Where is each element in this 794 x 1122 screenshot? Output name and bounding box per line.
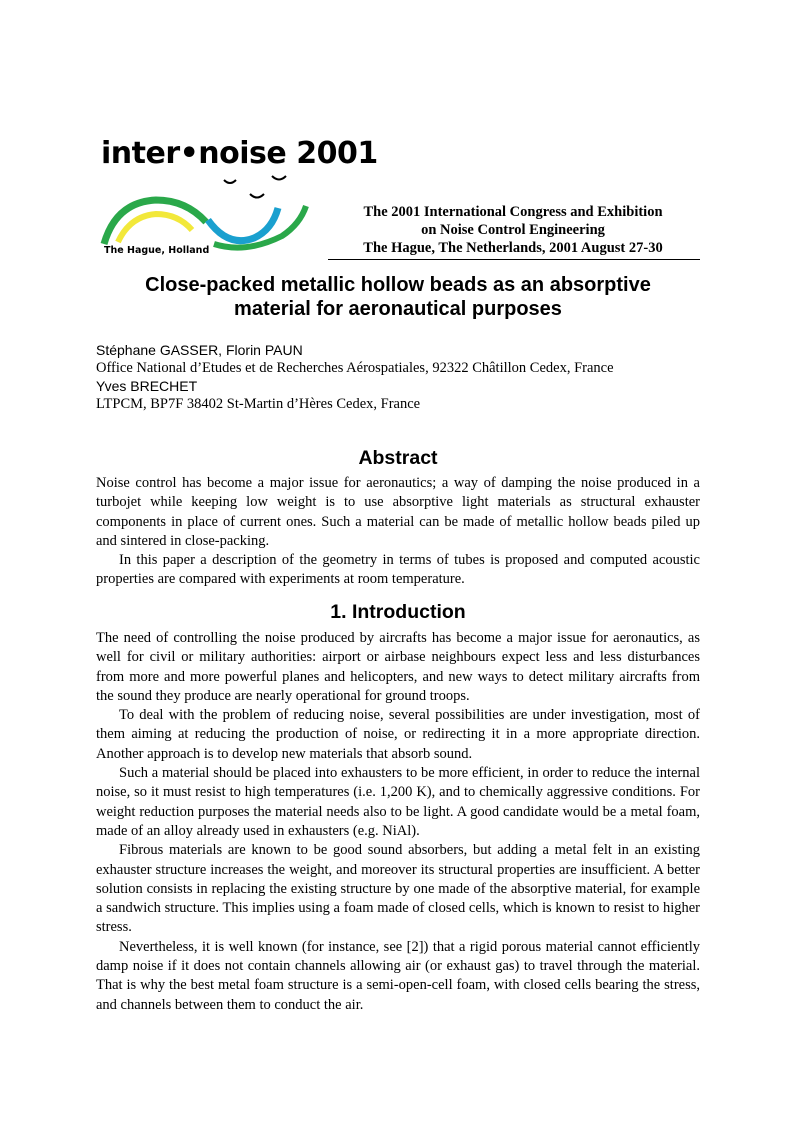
introduction-section bbox=[96, 600, 700, 1015]
header-rule bbox=[328, 259, 700, 260]
author-names-1: Stéphane GASSER, Florin PAUN bbox=[96, 342, 303, 358]
introduction-paragraph: To deal with the problem of reducing noise, several possibilities are under investigation, most of them aiming at reducing the production of noise, or redirecting it in a more appropriate direction. Another approach is to develop new materials that absorb sound. bbox=[96, 707, 700, 762]
introduction-paragraph: Fibrous materials are known to be good sound absorbers, but adding a metal felt in an existing exhauster structure increases the weight, and moreover its structural properties are insufficient. A better solution consists in replacing the existing structure by one made of the absorptive material, for example a sandwich structure. This implies using a foam made of closed cells, which is known to resist to higher stress. bbox=[96, 842, 700, 936]
author-affiliation-1: Office National d’Etudes et de Recherches Aérospatiales, 92322 Châtillon Cedex, France bbox=[96, 360, 614, 376]
logo-smile-3 bbox=[250, 194, 264, 198]
abstract-paragraph: In this paper a description of the geometry in terms of tubes is proposed and computed acoustic properties are compared with experiments at room temperature. bbox=[96, 552, 700, 588]
title-line-2: material for aeronautical purposes bbox=[234, 298, 562, 320]
introduction-paragraph: Such a material should be placed into exhausters to be more efficient, in order to reduce the internal noise, so it must resist to high temperatures (i.e. 1,200 K), and to chemically aggressive conditions. For weight reduction purposes the material needs also to be light. A good candidate would be a metal foam, made of an alloy already used in exhausters (e.g. NiAl). bbox=[96, 765, 700, 839]
introduction-heading: 1. Introduction bbox=[330, 601, 466, 623]
logo-yellow-arc bbox=[118, 214, 192, 242]
conference-logo-icon bbox=[96, 172, 318, 252]
conference-line-3: The Hague, The Netherlands, 2001 August 27-30 bbox=[363, 240, 663, 256]
conference-info bbox=[328, 203, 698, 257]
conference-line-1: The 2001 International Congress and Exhibition bbox=[363, 204, 663, 220]
conference-logo-place: The Hague, Holland bbox=[104, 245, 210, 256]
logo-smile-2 bbox=[272, 176, 286, 180]
author-block bbox=[96, 341, 700, 413]
logo-blue-arc bbox=[208, 208, 278, 241]
author-affiliation-2: LTPCM, BP7F 38402 St-Martin d’Hères Cedex, France bbox=[96, 396, 421, 412]
introduction-paragraph: Nevertheless, it is well known (for instance, see [2]) that a rigid porous material cannot efficiently damp noise if it does not contain channels allowing air (or exhaust gas) to travel through the material. That is why the best metal foam structure is a semi-open-cell foam, with closed cells bearing the stress, and channels between them to conduct the air. bbox=[96, 938, 700, 1013]
conference-header bbox=[96, 132, 700, 260]
abstract-heading: Abstract bbox=[358, 447, 438, 469]
abstract-paragraph: Noise control has become a major issue for aeronautics; a way of damping the noise produced in a turbojet while keeping low weight is to use absorptive light materials as structural exhauster components in place of current ones. Such a material can be made of metallic hollow beads piled up and sintered in close-packing. bbox=[96, 475, 700, 549]
abstract-section bbox=[96, 446, 700, 590]
paper-title bbox=[96, 273, 700, 321]
author-names-2: Yves BRECHET bbox=[96, 378, 198, 394]
title-line-1: Close-packed metallic hollow beads as an absorptive bbox=[145, 274, 651, 296]
conference-line-2: on Noise Control Engineering bbox=[421, 222, 605, 238]
conference-logo-text: inter•noise 2001 bbox=[101, 136, 378, 171]
logo-smile-1 bbox=[224, 180, 236, 183]
introduction-paragraph: The need of controlling the noise produced by aircrafts has become a major issue for aeronautics, as well for civil or military authorities: airport or airbase neighbours expect less and less disturbances from more and more powerful planes and helicopters, and new ways to detect military aircrafts from the sound they produce are nearly operational for ground troops. bbox=[96, 630, 700, 704]
